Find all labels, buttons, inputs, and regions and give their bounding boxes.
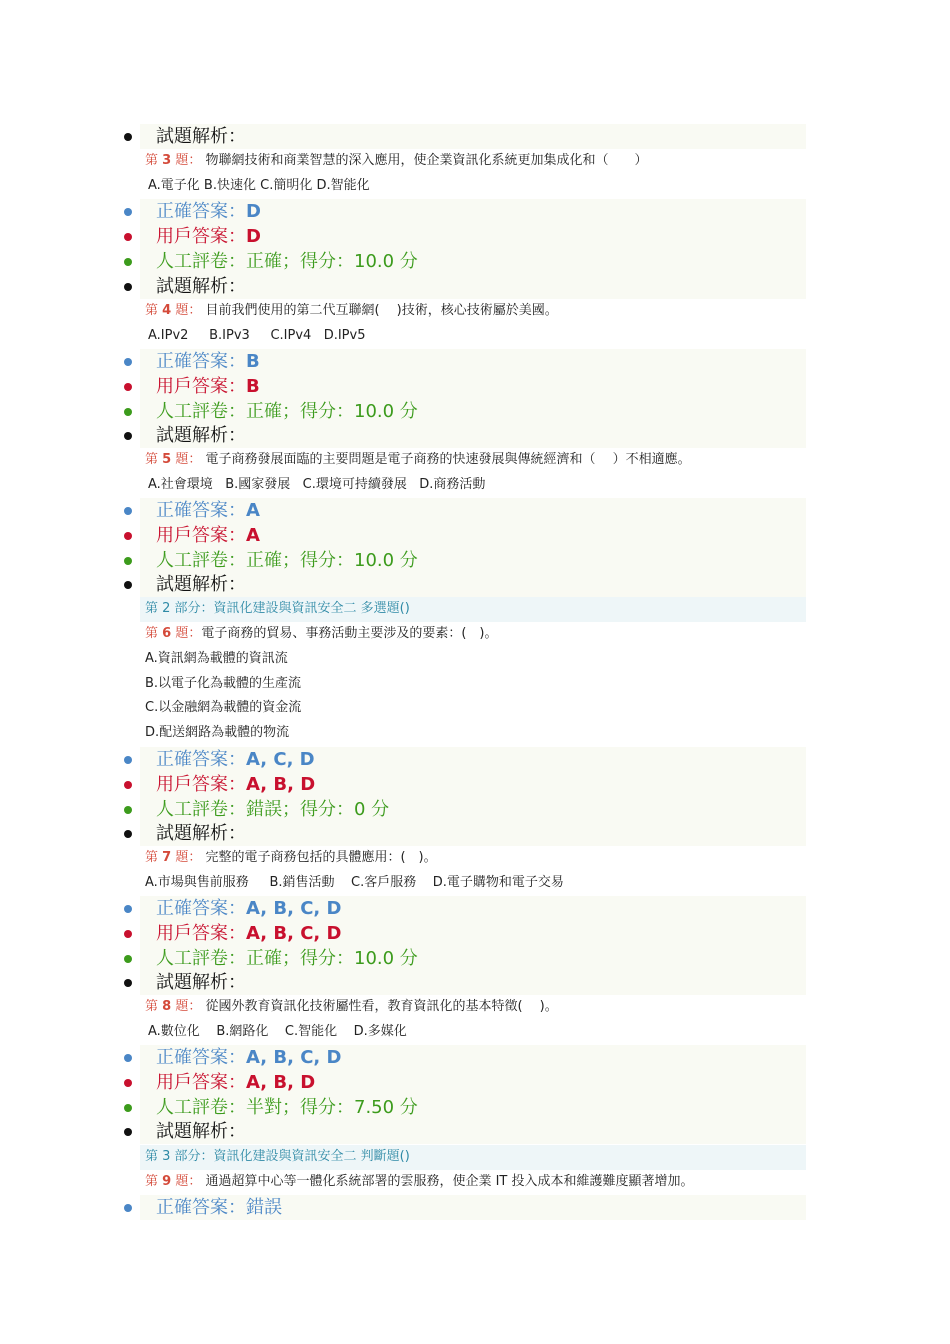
bullet [124,1079,132,1087]
question-6 [145,624,497,644]
review-row [0,249,950,274]
bullet [124,806,132,814]
bullet [124,408,132,416]
bullet [124,233,132,241]
question-text: 完整的電子商務包括的具體應用：( )。 [201,850,437,865]
bullet [124,133,132,141]
analysis-row [0,821,950,846]
user-answer-row [0,1070,950,1095]
question-7-options: A.市場與售前服務 B.銷售活動 C.客戶服務 D.電子購物和電子交易 [145,875,564,890]
bullet [124,1128,132,1136]
question-number: 第 7 題： [145,850,202,865]
user-answer-row [0,374,950,399]
bullet [124,258,132,266]
analysis-label: 試題解析： [156,972,246,993]
user-answer: 用戶答案：D [156,226,261,247]
question-text: 目前我們使用的第二代互聯網( )技術，核心技術屬於美國。 [201,303,558,318]
question-5-options: A.社會環境 B.國家發展 C.環境可持續發展 D.商務活動 [148,477,486,492]
analysis-row [0,124,950,149]
question-8 [145,997,558,1017]
bullet [124,383,132,391]
question-number: 第 8 題： [145,999,202,1014]
review-result: 人工評卷：半對；得分：7.50 分 [156,1097,418,1118]
question-text: 物聯網技術和商業智慧的深入應用，使企業資訊化系統更加集成化和（ ） [201,153,648,168]
correct-answer: 正確答案：D [156,201,261,222]
bullet [124,532,132,540]
correct-answer: 正確答案：A, C, D [156,749,315,770]
question-9 [145,1172,694,1192]
question-text: 電子商務的貿易、事務活動主要涉及的要素：( )。 [201,626,498,641]
user-answer: 用戶答案：A, B, D [156,774,316,795]
bullet [124,581,132,589]
question-6-option-c: C.以金融網為載體的資金流 [145,700,302,715]
correct-answer: 正確答案：A [156,500,260,521]
user-answer-row [0,523,950,548]
review-result: 人工評卷：正確；得分：10.0 分 [156,401,418,422]
review-row [0,548,950,573]
correct-answer-row [0,349,950,374]
analysis-row [0,274,950,299]
section-2-header: 第 2 部分：資訊化建設與資訊安全二 多選題() [145,601,410,616]
bullet [124,358,132,366]
analysis-label: 試題解析： [156,823,246,844]
question-7 [145,848,437,868]
analysis-row [0,423,950,448]
question-number: 第 3 題： [145,153,202,168]
user-answer-row [0,921,950,946]
analysis-row [0,1119,950,1144]
question-text: 通過超算中心等一體化系統部署的雲服務，使企業 IT 投入成本和維護難度顯著增加。 [201,1174,694,1189]
question-number: 第 6 題： [145,626,202,641]
bullet [124,955,132,963]
correct-answer: 正確答案：B [156,351,260,372]
section-3-header: 第 3 部分：資訊化建設與資訊安全二 判斷題() [145,1149,410,1164]
review-result: 人工評卷：正確；得分：10.0 分 [156,948,418,969]
question-text: 電子商務發展面臨的主要問題是電子商務的快速發展與傳統經濟和（ ）不相適應。 [201,452,691,467]
question-6-option-b: B.以電子化為載體的生產流 [145,676,302,691]
user-answer: 用戶答案：A [156,525,260,546]
bullet [124,930,132,938]
question-5 [145,450,691,470]
review-row [0,399,950,424]
question-3-options: A.電子化 B.快速化 C.簡明化 D.智能化 [148,178,370,193]
analysis-label: 試題解析： [156,126,246,147]
user-answer: 用戶答案：A, B, D [156,1072,316,1093]
question-number: 第 4 題： [145,303,202,318]
bullet [124,1104,132,1112]
review-row [0,1095,950,1120]
correct-answer-row [0,896,950,921]
user-answer-row [0,224,950,249]
question-6-option-d: D.配送網路為載體的物流 [145,725,290,740]
correct-answer: 正確答案：A, B, C, D [156,898,342,919]
review-row [0,797,950,822]
bullet [124,1204,132,1212]
correct-answer-row [0,498,950,523]
correct-answer-row [0,1195,950,1220]
bullet [124,905,132,913]
correct-answer-row [0,747,950,772]
analysis-label: 試題解析： [156,574,246,595]
question-8-options: A.數位化 B.網路化 C.智能化 D.多媒化 [148,1024,407,1039]
user-answer: 用戶答案：A, B, C, D [156,923,342,944]
correct-answer: 正確答案：A, B, C, D [156,1047,342,1068]
review-result: 人工評卷：錯誤；得分：0 分 [156,799,390,820]
analysis-row [0,572,950,597]
correct-answer-row [0,199,950,224]
correct-answer-row [0,1045,950,1070]
question-6-option-a: A.資訊網為載體的資訊流 [145,651,288,666]
question-number: 第 9 題： [145,1174,202,1189]
bullet [124,507,132,515]
question-number: 第 5 題： [145,452,202,467]
bullet [124,557,132,565]
question-text: 從國外教育資訊化技術屬性看，教育資訊化的基本特徵( )。 [201,999,558,1014]
analysis-label: 試題解析： [156,425,246,446]
analysis-row [0,970,950,995]
bullet [124,781,132,789]
review-row [0,946,950,971]
analysis-label: 試題解析： [156,1121,246,1142]
bullet [124,979,132,987]
bullet [124,283,132,291]
bullet [124,208,132,216]
correct-answer: 正確答案：錯誤 [156,1197,282,1218]
user-answer: 用戶答案：B [156,376,260,397]
review-result: 人工評卷：正確；得分：10.0 分 [156,251,418,272]
question-3 [145,151,647,171]
bullet [124,830,132,838]
analysis-label: 試題解析： [156,276,246,297]
user-answer-row [0,772,950,797]
question-4 [145,301,558,321]
question-4-options: A.IPv2 B.IPv3 C.IPv4 D.IPv5 [148,328,366,343]
bullet [124,1054,132,1062]
review-result: 人工評卷：正確；得分：10.0 分 [156,550,418,571]
bullet [124,432,132,440]
bullet [124,756,132,764]
